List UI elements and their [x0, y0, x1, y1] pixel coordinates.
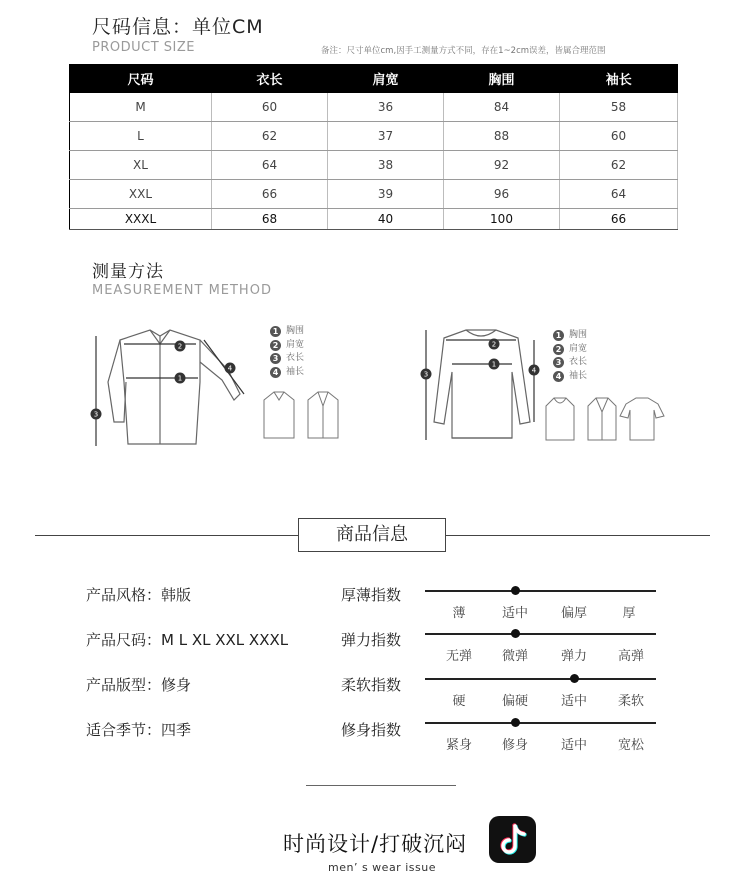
- legend-number: 4: [553, 371, 564, 382]
- scale-option: 无弹: [445, 649, 473, 664]
- size-section-title: 尺码信息：单位CM: [92, 16, 264, 38]
- column-header: 衣长: [212, 64, 328, 93]
- product-style: 产品风格：韩版: [86, 586, 192, 604]
- column-header: 胸围: [444, 64, 560, 93]
- scale-option: 宽松: [617, 738, 645, 753]
- legend-number: 2: [553, 344, 564, 355]
- table-cell: 60: [560, 122, 678, 151]
- scale-indicator: [511, 718, 520, 727]
- scale-option: 薄: [452, 606, 466, 621]
- column-header: 袖长: [560, 64, 678, 93]
- softness-index-label: 柔软指数: [341, 676, 402, 694]
- product-sizes: 产品尺码：M L XL XXL XXXL: [86, 631, 289, 649]
- table-cell: 84: [444, 93, 560, 122]
- scale-option: 适中: [501, 606, 529, 621]
- scale-option: 高弹: [617, 649, 645, 664]
- legend-label: 袖长: [569, 370, 588, 381]
- legend-label: 衣长: [286, 353, 305, 363]
- table-cell: 64: [560, 180, 678, 209]
- table-cell: 37: [328, 122, 444, 151]
- thickness-index-label: 厚薄指数: [341, 586, 402, 604]
- table-cell: 58: [560, 93, 678, 122]
- table-row: [70, 151, 678, 180]
- shirt-measurement-diagram: [88, 322, 258, 452]
- measurement-legend-left: [270, 325, 304, 379]
- jacket-thumbnails-icon: [258, 386, 344, 442]
- legend-number: 4: [270, 367, 281, 378]
- svg-text:4: 4: [531, 366, 537, 375]
- table-cell: 92: [444, 151, 560, 180]
- elasticity-index-label: 弹力指数: [341, 631, 402, 649]
- scale-option: 适中: [560, 738, 588, 753]
- table-cell: XL: [70, 151, 212, 180]
- scale-option: 适中: [560, 694, 588, 709]
- table-cell: L: [70, 122, 212, 151]
- table-cell: 88: [444, 122, 560, 151]
- scale-track: [425, 722, 656, 724]
- legend-label: 肩宽: [286, 339, 305, 350]
- table-cell: 96: [444, 180, 560, 209]
- legend-label: 胸围: [286, 326, 305, 336]
- svg-text:1: 1: [177, 374, 183, 383]
- table-cell: 38: [328, 151, 444, 180]
- svg-text:2: 2: [491, 340, 497, 349]
- brand-tagline: men’ s wear issue: [328, 861, 436, 874]
- scale-track: [425, 633, 656, 635]
- size-table-header-row: [70, 64, 678, 93]
- table-row: [70, 180, 678, 209]
- fit-index-label: 修身指数: [341, 721, 402, 739]
- table-cell: 40: [328, 209, 444, 230]
- size-section-subtitle: PRODUCT SIZE: [92, 40, 195, 55]
- scale-option: 修身: [501, 738, 529, 753]
- table-cell: 66: [212, 180, 328, 209]
- brand-slogan: 时尚设计/打破沉闷: [283, 832, 468, 856]
- svg-text:1: 1: [491, 360, 497, 369]
- table-cell: XXL: [70, 180, 212, 209]
- svg-text:4: 4: [227, 364, 233, 373]
- table-row: [70, 209, 678, 230]
- legend-number: 1: [270, 326, 281, 337]
- elasticity-index-scale: [425, 633, 656, 673]
- measurement-legend-right: [553, 329, 587, 383]
- legend-number: 1: [553, 330, 564, 341]
- table-cell: 66: [560, 209, 678, 230]
- scale-indicator: [570, 674, 579, 683]
- table-cell: 60: [212, 93, 328, 122]
- table-cell: XXXL: [70, 209, 212, 230]
- table-cell: 62: [212, 122, 328, 151]
- column-header: 肩宽: [328, 64, 444, 93]
- scale-option: 紧身: [445, 738, 473, 753]
- svg-text:3: 3: [423, 370, 429, 379]
- table-cell: 36: [328, 93, 444, 122]
- scale-option: 偏厚: [560, 606, 588, 621]
- scale-option: 硬: [452, 694, 466, 709]
- scale-option: 偏硬: [501, 694, 529, 709]
- product-season: 适合季节：四季: [86, 721, 192, 739]
- sweater-measurement-diagram: [416, 322, 546, 448]
- scale-indicator: [511, 586, 520, 595]
- legend-label: 胸围: [569, 330, 588, 340]
- legend-number: 3: [270, 353, 281, 364]
- method-section-subtitle: MEASUREMENT METHOD: [92, 283, 272, 298]
- softness-index-scale: [425, 678, 656, 718]
- scale-option: 弹力: [560, 649, 588, 664]
- scale-track: [425, 590, 656, 592]
- table-cell: M: [70, 93, 212, 122]
- product-info-header: 商品信息: [298, 518, 446, 552]
- size-note: 备注：尺寸单位cm,因手工测量方式不同，存在1~2cm误差，皆属合理范围: [321, 46, 606, 56]
- legend-number: 3: [553, 357, 564, 368]
- legend-label: 袖长: [286, 366, 305, 377]
- table-cell: 64: [212, 151, 328, 180]
- table-cell: 39: [328, 180, 444, 209]
- table-cell: 62: [560, 151, 678, 180]
- scale-option: 厚: [622, 606, 636, 621]
- column-header: 尺码: [70, 64, 212, 93]
- svg-text:2: 2: [177, 342, 183, 351]
- table-row: [70, 93, 678, 122]
- scale-option: 微弹: [501, 649, 529, 664]
- thickness-index-scale: [425, 590, 656, 630]
- legend-label: 衣长: [569, 357, 588, 367]
- tiktok-logo-icon: [489, 816, 536, 863]
- svg-text:3: 3: [93, 410, 99, 419]
- legend-label: 肩宽: [569, 343, 588, 354]
- garment-thumbnails-icon: [540, 394, 670, 444]
- legend-number: 2: [270, 340, 281, 351]
- table-cell: 100: [444, 209, 560, 230]
- footer-divider: [306, 785, 456, 786]
- table-row: [70, 122, 678, 151]
- size-table: [69, 64, 678, 230]
- scale-track: [425, 678, 656, 680]
- scale-indicator: [511, 629, 520, 638]
- product-fit: 产品版型：修身: [86, 676, 192, 694]
- scale-option: 柔软: [617, 694, 645, 709]
- table-cell: 68: [212, 209, 328, 230]
- method-section-title: 测量方法: [92, 262, 164, 282]
- fit-index-scale: [425, 722, 656, 762]
